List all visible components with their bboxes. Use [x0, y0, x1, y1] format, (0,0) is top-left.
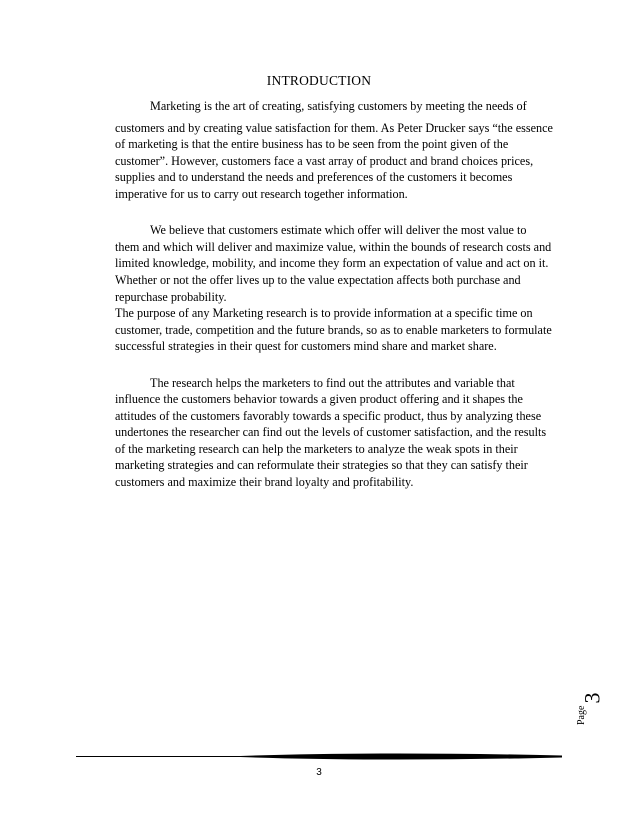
paragraph-line: The purpose of any Marketing research is to provide information at a specific time on — [115, 306, 533, 320]
footer-page-number: 3 — [316, 767, 322, 778]
paragraph-line: customers and maximize their brand loyalty and profitability. — [115, 475, 414, 489]
paragraph-line: customer”. However, customers face a vast array of product and brand choices prices, — [115, 154, 534, 168]
footer-divider — [76, 752, 562, 762]
paragraph-line: undertones the researcher can find out the levels of customer satisfaction, and the results — [115, 425, 547, 439]
paragraph-line: attitudes of the customers favorably towards a specific product, thus by analyzing these — [115, 409, 542, 423]
side-page-number: 3 — [579, 692, 605, 704]
paragraph-line: supplies and to understand the needs and preferences of the customers it becomes — [115, 170, 513, 184]
side-page-label: Page — [576, 705, 587, 725]
paragraph-line: customers and by creating value satisfaction for them. As Peter Drucker says “the essence — [115, 121, 553, 135]
paragraph-line: customer, trade, competition and the future brands, so as to enable marketers to formulate — [115, 323, 552, 337]
paragraph-line: marketing strategies and can reformulate their strategies so that they can satisfy their — [115, 458, 528, 472]
paragraph-line: The research helps the marketers to find out the attributes and variable that — [150, 376, 515, 390]
paragraph-line: successful strategies in their quest for customers mind share and market share. — [115, 339, 497, 353]
page-title: INTRODUCTION — [266, 73, 372, 88]
paragraph-line: Whether or not the offer lives up to the value expectation affects both purchase and — [115, 273, 521, 287]
paragraph-line: of marketing is that the entire business has to be seen from the point given of the — [115, 137, 509, 151]
paragraph-line: influence the customers behavior towards a given product offering and it shapes the — [115, 392, 523, 406]
side-page-marker — [576, 692, 622, 739]
paragraph-line: Marketing is the art of creating, satisfying customers by meeting the needs of — [150, 99, 527, 113]
paragraph-line: limited knowledge, mobility, and income they form an expectation of value and act on it. — [115, 256, 549, 270]
paragraph-line: We believe that customers estimate which offer will deliver the most value to — [150, 223, 527, 237]
paragraph-line: them and which will deliver and maximize value, within the bounds of research costs and — [115, 240, 552, 254]
paragraph-line: repurchase probability. — [115, 290, 227, 304]
paragraph-line: imperative for us to carry out research together information. — [115, 187, 408, 201]
paragraph-line: of the marketing research can help the marketers to analyze the weak spots in their — [115, 442, 518, 456]
